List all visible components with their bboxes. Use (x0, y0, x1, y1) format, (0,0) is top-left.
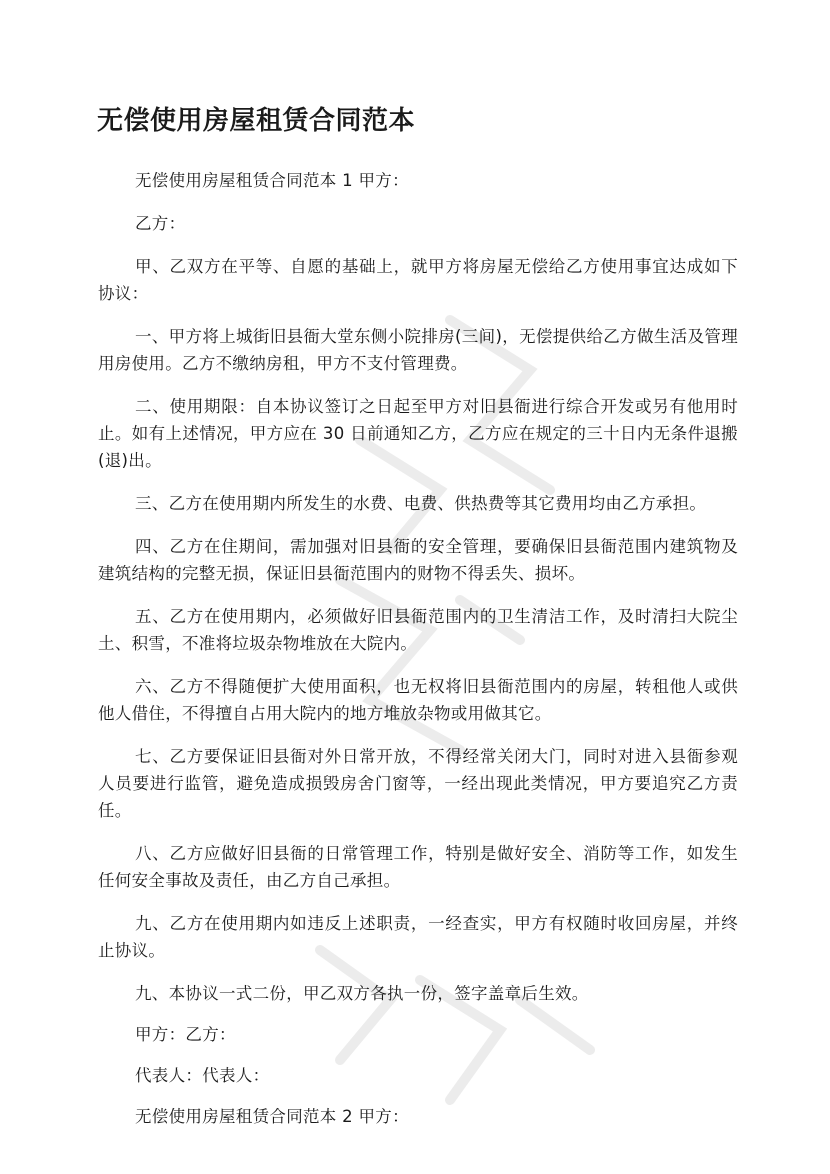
clause-5: 五、乙方在使用期内，必须做好旧县衙范围内的卫生清洁工作，及时清扫大院尘土、积雪，不准将垃圾杂物堆放在大院内。 (98, 607, 738, 653)
agreement-intro: 甲、乙双方在平等、自愿的基础上，就甲方将房屋无偿给乙方使用事宜达成如下协议： (98, 257, 738, 303)
contract-heading-1: 无偿使用房屋租赁合同范本 1 甲方： (135, 171, 409, 190)
signature-representatives: 代表人：代表人： (135, 1066, 270, 1085)
clause-7: 七、乙方要保证旧县衙对外日常开放，不得经常关闭大门，同时对进入县衙参观人员要进行监管，避免造成损毁房舍门窗等，一经出现此类情况，甲方要追究乙方责任。 (98, 747, 738, 820)
party-b-label: 乙方： (135, 214, 186, 233)
document-title: 无偿使用房屋租赁合同范本 (97, 106, 416, 136)
clause-1: 一、甲方将上城街旧县衙大堂东侧小院排房(三间)，无偿提供给乙方做生活及管理用房使用。乙方不缴纳房租，甲方不支付管理费。 (98, 327, 738, 373)
clause-2: 二、使用期限：自本协议签订之日起至甲方对旧县衙进行综合开发或另有他用时止。如有上述情况，甲方应在 30 日前通知乙方，乙方应在规定的三十日内无条件退搬(退)出。 (98, 397, 738, 470)
contract-heading-2: 无偿使用房屋租赁合同范本 2 甲方： (135, 1107, 409, 1126)
signature-parties: 甲方：乙方： (135, 1025, 236, 1044)
clause-4: 四、乙方在住期间，需加强对旧县衙的安全管理，要确保旧县衙范围内建筑物及建筑结构的完整无损，保证旧县衙范围内的财物不得丢失、损坏。 (98, 537, 738, 583)
clause-3: 三、乙方在使用期内所发生的水费、电费、供热费等其它费用均由乙方承担。 (135, 494, 707, 513)
document-body (98, 167, 738, 1144)
clause-9-effect: 九、本协议一式二份，甲乙双方各执一份，签字盖章后生效。 (135, 984, 589, 1003)
clause-8: 八、乙方应做好旧县衙的日常管理工作，特别是做好安全、消防等工作，如发生任何安全事故及责任，由乙方自己承担。 (98, 844, 738, 890)
clause-6: 六、乙方不得随便扩大使用面积，也无权将旧县衙范围内的房屋，转租他人或供他人借住，不得擅自占用大院内的地方堆放杂物或用做其它。 (98, 677, 738, 723)
clause-9: 九、乙方在使用期内如违反上述职责，一经查实，甲方有权随时收回房屋，并终止协议。 (98, 914, 738, 960)
